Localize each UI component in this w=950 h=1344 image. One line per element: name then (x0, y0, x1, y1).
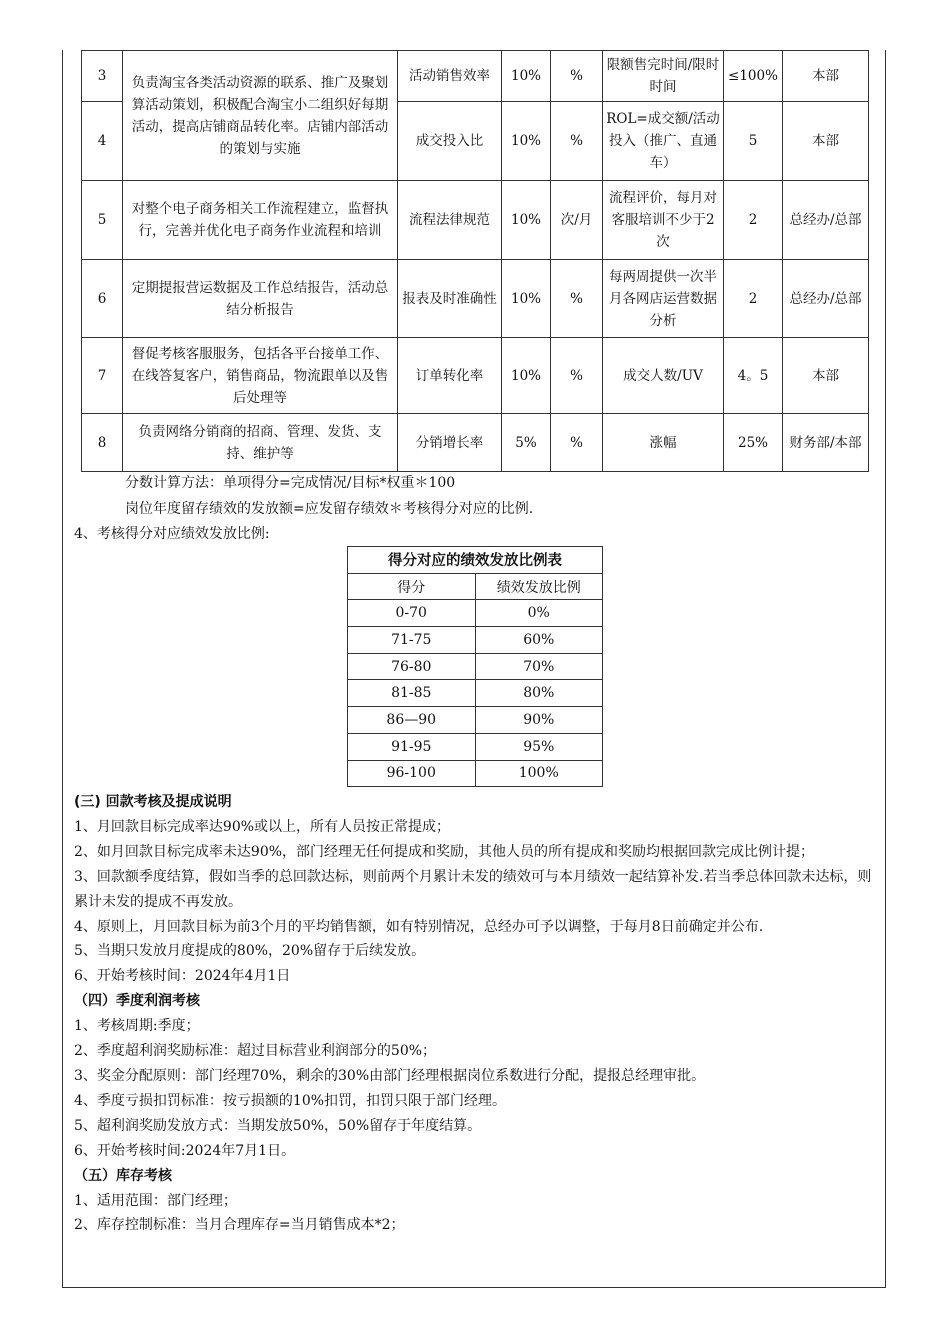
unit: % (551, 51, 603, 102)
table-row (82, 338, 869, 414)
standard: 流程评价，每月对客服培训不少于2次 (603, 181, 724, 260)
payout-ratio: 60% (475, 627, 603, 654)
indicator: 分销增长率 (398, 414, 502, 472)
payout-ratio: 90% (475, 707, 603, 734)
unit: % (551, 260, 603, 338)
table-row (348, 600, 603, 627)
section-5-item: 1、适用范围：部门经理； (74, 1192, 237, 1209)
standard: ROL=成交额/活动投入（推广、直通车） (603, 102, 724, 181)
duty-description: 定期提报营运数据及工作总结报告，活动总结分析报告 (123, 260, 398, 338)
weight: 10% (502, 338, 551, 414)
row-number: 3 (82, 51, 123, 102)
payout-ratio: 70% (475, 653, 603, 680)
payout-ratio: 80% (475, 680, 603, 707)
section-5-title: （五）库存考核 (74, 1167, 172, 1184)
section-4-item: 1、考核周期:季度； (74, 1018, 200, 1035)
payout-ratio: 95% (475, 733, 603, 760)
row-number: 8 (82, 414, 123, 472)
standard: 涨幅 (603, 414, 724, 472)
duty-description: 督促考核客服服务，包括各平台接单工作、在线答复客户，销售商品，物流跟单以及售后处理等 (123, 338, 398, 414)
department: 总经办/总部 (783, 181, 869, 260)
ratio-section-title: 4、考核得分对应绩效发放比例: (74, 526, 270, 542)
duty-description: 负责淘宝各类活动资源的联系、推广及聚划算活动策划，积极配合淘宝小二组织好每期活动，提高店铺商品转化率。店铺内部活动的策划与实施 (123, 51, 398, 181)
score-header: 得分 (348, 573, 476, 600)
section-5-item: 2、库存控制标准：当月合理库存=当月销售成本*2； (74, 1217, 405, 1234)
table-row (82, 181, 869, 260)
ratio-header: 绩效发放比例 (475, 573, 603, 600)
table-row (348, 733, 603, 760)
target: 2 (724, 260, 783, 338)
duty-description: 对整个电子商务相关工作流程建立，监督执行，完善并优化电子商务作业流程和培训 (123, 181, 398, 260)
table-row (82, 51, 869, 102)
unit: 次/月 (551, 181, 603, 260)
row-number: 4 (82, 102, 123, 181)
target: ≤100% (724, 51, 783, 102)
section-4-title: （四）季度利润考核 (74, 993, 200, 1010)
section-3-item: 2、如月回款目标完成率未达90%，部门经理无任何提成和奖励，其他人员的所有提成和奖励均根据回款完成比例计提； (74, 843, 815, 860)
section-3-item: 1、月回款目标完成率达90%或以上，所有人员按正常提成； (74, 818, 451, 835)
standard: 成交人数/UV (603, 338, 724, 414)
weight: 5% (502, 414, 551, 472)
indicator: 成交投入比 (398, 102, 502, 181)
department: 财务部/本部 (783, 414, 869, 472)
indicator: 订单转化率 (398, 338, 502, 414)
row-number: 7 (82, 338, 123, 414)
table-row (348, 653, 603, 680)
row-number: 6 (82, 260, 123, 338)
weight: 10% (502, 181, 551, 260)
table-row (348, 760, 603, 787)
table-row (348, 627, 603, 654)
target: 5 (724, 102, 783, 181)
unit: % (551, 414, 603, 472)
department: 总经办/总部 (783, 260, 869, 338)
score-range: 86—90 (348, 707, 476, 734)
indicator: 活动销售效率 (398, 51, 502, 102)
section-3-item: 6、开始考核时间：2024年4月1日 (74, 968, 291, 985)
score-range: 96-100 (348, 760, 476, 787)
target: 2 (724, 181, 783, 260)
indicator: 报表及时准确性 (398, 260, 502, 338)
table-row (348, 707, 603, 734)
score-range: 81-85 (348, 680, 476, 707)
section-3-item: 3、回款额季度结算，假如当季的总回款达标，则前两个月累计未发的绩效可与本月绩效一起结算补发.若当季总体回款未达标，则累计未发的提成不再发放。 (74, 868, 872, 910)
indicator: 流程法律规范 (398, 181, 502, 260)
section-3-title: (三) 回款考核及提成说明 (74, 794, 232, 810)
payout-ratio: 0% (475, 600, 603, 627)
score-calc-note: 分数计算方法：单项得分=完成情况/目标*权重＊100 (125, 475, 456, 491)
section-3-item: 4、原则上，月回款目标为前3个月的平均销售额，如有特别情况，总经办可予以调整，于每月8日前确定并公布. (74, 918, 764, 935)
target: 4。5 (724, 338, 783, 414)
payout-ratio: 100% (475, 760, 603, 787)
standard: 每两周提供一次半月各网店运营数据分析 (603, 260, 724, 338)
weight: 10% (502, 102, 551, 181)
table-row (348, 680, 603, 707)
kpi-table (81, 50, 869, 472)
section-4-item: 3、奖金分配原则：部门经理70%，剩余的30%由部门经理根据岗位系数进行分配，提报总经理审批。 (74, 1067, 706, 1084)
sections-body (74, 790, 874, 1238)
unit: % (551, 338, 603, 414)
row-number: 5 (82, 181, 123, 260)
section-4-item: 6、开始考核时间:2024年7月1日。 (74, 1142, 296, 1159)
annual-bonus-note: 岗位年度留存绩效的发放额=应发留存绩效＊考核得分对应的比例. (125, 501, 534, 517)
department: 本部 (783, 338, 869, 414)
table-row (82, 414, 869, 472)
department: 本部 (783, 102, 869, 181)
target: 25% (724, 414, 783, 472)
standard: 限额售完时间/限时时间 (603, 51, 724, 102)
weight: 10% (502, 51, 551, 102)
department: 本部 (783, 51, 869, 102)
weight: 10% (502, 260, 551, 338)
section-4-item: 2、季度超利润奖励标准：超过目标营业利润部分的50%； (74, 1043, 437, 1060)
table-row (82, 260, 869, 338)
score-range: 71-75 (348, 627, 476, 654)
score-table-caption: 得分对应的绩效发放比例表 (348, 547, 603, 574)
section-4-item: 4、季度亏损扣罚标准：按亏损额的10%扣罚，扣罚只限于部门经理。 (74, 1092, 507, 1109)
score-range: 0-70 (348, 600, 476, 627)
section-4-item: 5、超利润奖励发放方式：当期发放50%，50%留存于年度结算。 (74, 1117, 482, 1134)
score-range: 76-80 (348, 653, 476, 680)
duty-description: 负责网络分销商的招商、管理、发货、支持、维护等 (123, 414, 398, 472)
score-range: 91-95 (348, 733, 476, 760)
score-ratio-table (347, 546, 603, 787)
unit: % (551, 102, 603, 181)
section-3-item: 5、当期只发放月度提成的80%，20%留存于后续发放。 (74, 943, 426, 960)
